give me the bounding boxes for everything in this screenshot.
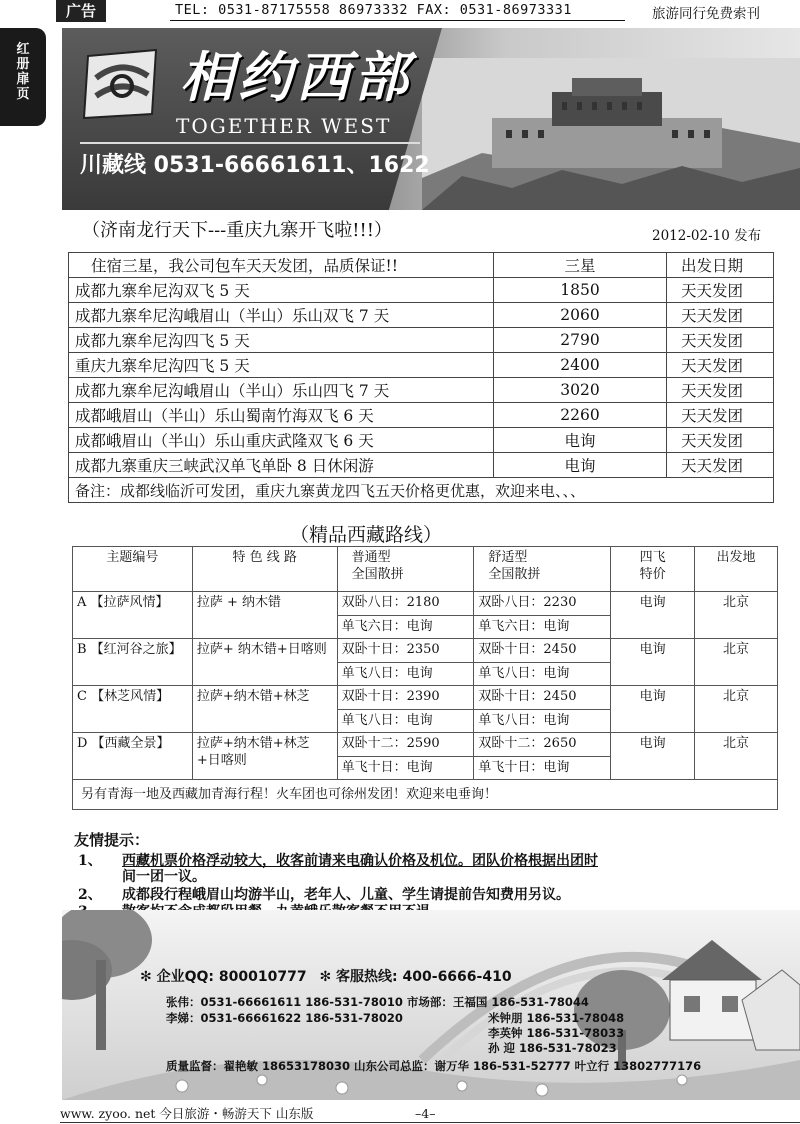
ad-tag: 广告	[56, 0, 106, 22]
contact-row: 张伟：0531-66661611 186-531-78010 市场部：王福国 186-531-78044	[166, 995, 589, 1009]
route-schedule: 天天发团	[667, 453, 774, 478]
header-underline	[170, 20, 625, 21]
route-desc: 拉萨+纳木错+林芝+日喀则	[192, 733, 337, 780]
sichuan-routes-table	[68, 252, 774, 503]
brand-logo-icon	[82, 48, 162, 120]
table-row	[73, 639, 778, 663]
route-price: 2060	[494, 303, 667, 328]
route-schedule: 天天发团	[667, 403, 774, 428]
route-name: 重庆九寨牟尼沟四飞 5 天	[69, 353, 494, 378]
table-row	[73, 592, 778, 616]
route-hotline: 川藏线 0531-66661611、1622	[80, 153, 430, 178]
standard-price: 双卧十日：2390	[337, 686, 474, 710]
standard-price: 单飞八日：电询	[337, 662, 474, 686]
col-header-fourfly	[611, 547, 695, 592]
table-footer-row	[73, 780, 778, 810]
theme-id: C 【林芝风情】	[73, 686, 193, 733]
route-name: 成都九寨牟尼沟峨眉山（半山）乐山四飞 7 天	[69, 378, 494, 403]
side-tab-char: 册	[16, 57, 30, 72]
headline: （济南龙行天下---重庆九寨开飞啦!!!）	[82, 220, 392, 241]
table-row	[69, 378, 774, 403]
brand-divider	[80, 142, 420, 144]
potala-palace-image	[422, 58, 800, 210]
route-name: 成都九寨重庆三峡武汉单飞单卧 8 日休闲游	[69, 453, 494, 478]
standard-price: 单飞十日：电询	[337, 756, 474, 780]
footer-text: www. zyoo. net 今日旅游・畅游天下 山东版	[60, 1106, 314, 1121]
standard-price: 单飞六日：电询	[337, 615, 474, 639]
comfort-price: 单飞八日：电询	[474, 709, 611, 733]
quality-supervision: 质量监督：翟艳敏 18653178030 山东公司总监：谢万华 186-531-52777 叶立行 13802777176	[166, 1059, 702, 1073]
tibet-section-title: （精品西藏路线）	[290, 524, 443, 546]
table-header-cell: 三星	[494, 253, 667, 278]
comfort-price: 单飞十日：电询	[474, 756, 611, 780]
route-schedule: 天天发团	[667, 278, 774, 303]
table-header-cell: 住宿三星，我公司包车天天发团，品质保证!!	[69, 253, 494, 278]
route-price: 2790	[494, 328, 667, 353]
snowflake-icon: ✻	[140, 969, 152, 985]
table-row	[73, 733, 778, 757]
comfort-price: 双卧十二：2650	[474, 733, 611, 757]
tip-number: 1、	[78, 853, 102, 869]
masthead-title: 旅游同行免费索刊	[652, 6, 760, 22]
table-header-row	[73, 547, 778, 592]
table-header-cell: 出发日期	[667, 253, 774, 278]
tip-number: 2、	[78, 887, 102, 903]
table-row	[69, 428, 774, 453]
snowflake-icon: ✻	[319, 969, 332, 985]
table-row	[69, 453, 774, 478]
fourfly-price: 电询	[611, 733, 695, 780]
route-price: 2400	[494, 353, 667, 378]
table-row	[69, 278, 774, 303]
fourfly-price: 电询	[611, 592, 695, 639]
theme-id: B 【红河谷之旅】	[73, 639, 193, 686]
table-row	[73, 686, 778, 710]
standard-price: 双卧八日：2180	[337, 592, 474, 616]
route-desc: 拉萨+纳木错+林芝	[192, 686, 337, 733]
table-footer-note: 另有青海一地及西藏加青海行程！火车团也可徐州发团！欢迎来电垂询！	[73, 780, 778, 810]
table-row	[69, 403, 774, 428]
route-name: 成都九寨牟尼沟四飞 5 天	[69, 328, 494, 353]
route-price: 电询	[494, 428, 667, 453]
standard-price: 双卧十日：2350	[337, 639, 474, 663]
route-desc: 拉萨+ 纳木错+日喀则	[192, 639, 337, 686]
route-price: 电询	[494, 453, 667, 478]
route-price: 1850	[494, 278, 667, 303]
origin-city: 北京	[695, 686, 778, 733]
brand-name-cn: 相约西部	[180, 46, 412, 109]
route-desc: 拉萨 + 纳木错	[192, 592, 337, 639]
qq-number: 800010777	[218, 969, 307, 985]
standard-price: 单飞八日：电询	[337, 709, 474, 733]
col-header-comfort	[474, 547, 611, 592]
table-row	[69, 328, 774, 353]
tip-continuation: 间一团一议。	[122, 869, 206, 885]
header-contact-line: TEL: 0531-87175558 86973332 FAX: 0531-86973331	[175, 2, 572, 18]
route-schedule: 天天发团	[667, 428, 774, 453]
side-tab-char: 红	[16, 42, 30, 57]
col-header-origin: 出发地	[695, 547, 778, 592]
origin-city: 北京	[695, 733, 778, 780]
comfort-price: 双卧十日：2450	[474, 686, 611, 710]
tips-title: 友情提示：	[74, 831, 150, 849]
route-name: 成都九寨牟尼沟双飞 5 天	[69, 278, 494, 303]
route-schedule: 天天发团	[667, 353, 774, 378]
side-section-tab	[0, 28, 46, 126]
side-tab-char: 扉	[16, 72, 30, 87]
hotline-number: 400-6666-410	[402, 969, 512, 985]
header-line: 四飞	[639, 550, 666, 565]
route-schedule: 天天发团	[667, 303, 774, 328]
route-price: 2260	[494, 403, 667, 428]
page-number: –4–	[415, 1106, 436, 1121]
market-contact: 李英钟 186-531-78033	[488, 1026, 625, 1040]
contact-row: 李娣：0531-66661622 186-531-78020	[166, 1011, 403, 1025]
comfort-price: 双卧十日：2450	[474, 639, 611, 663]
table-note: 备注：成都线临沂可发团，重庆九寨黄龙四飞五天价格更优惠，欢迎来电、、、	[69, 478, 774, 503]
header-line: 全国散拼	[351, 567, 404, 582]
market-contact: 孙 迎 186-531-78023	[488, 1041, 617, 1055]
table-row	[69, 353, 774, 378]
route-name: 成都九寨牟尼沟峨眉山（半山）乐山双飞 7 天	[69, 303, 494, 328]
comfort-price: 单飞八日：电询	[474, 662, 611, 686]
fourfly-price: 电询	[611, 639, 695, 686]
qq-label: 企业QQ:	[156, 969, 215, 985]
fourfly-price: 电询	[611, 686, 695, 733]
header-line: 普通型	[351, 550, 391, 565]
col-header-route: 特 色 线 路	[192, 547, 337, 592]
col-header-theme: 主题编号	[73, 547, 193, 592]
theme-id: D 【西藏全景】	[73, 733, 193, 780]
brand-name-en: TOGETHER WEST	[176, 114, 392, 138]
hotline-label: 客服热线:	[336, 969, 398, 985]
standard-price: 双卧十二：2590	[337, 733, 474, 757]
comfort-price: 单飞六日：电询	[474, 615, 611, 639]
footer-line	[60, 1122, 800, 1123]
header-line: 舒适型	[488, 550, 528, 565]
route-name: 成都峨眉山（半山）乐山重庆武隆双飞 6 天	[69, 428, 494, 453]
table-row	[69, 303, 774, 328]
table-note-row	[69, 478, 774, 503]
header-line: 特价	[639, 567, 666, 582]
route-name: 成都峨眉山（半山）乐山蜀南竹海双飞 6 天	[69, 403, 494, 428]
theme-id: A 【拉萨风情】	[73, 592, 193, 639]
contact-hotlines	[140, 966, 512, 986]
publish-date: 2012-02-10 发布	[652, 228, 762, 244]
comfort-price: 双卧八日：2230	[474, 592, 611, 616]
tip-text: 西藏机票价格浮动较大，收客前请来电确认价格及机位。团队价格根据出团时	[122, 853, 598, 869]
banner	[62, 28, 800, 210]
tip-text: 成都段行程峨眉山均游半山，老年人、儿童、学生请提前告知费用另议。	[122, 887, 570, 903]
side-tab-char: 页	[16, 87, 30, 102]
origin-city: 北京	[695, 592, 778, 639]
header-line: 全国散拼	[488, 567, 541, 582]
col-header-standard	[337, 547, 474, 592]
table-header-row	[69, 253, 774, 278]
origin-city: 北京	[695, 639, 778, 686]
market-contact: 米钟朋 186-531-78048	[488, 1011, 625, 1025]
route-schedule: 天天发团	[667, 378, 774, 403]
tibet-routes-table	[72, 546, 778, 810]
route-price: 3020	[494, 378, 667, 403]
route-schedule: 天天发团	[667, 328, 774, 353]
